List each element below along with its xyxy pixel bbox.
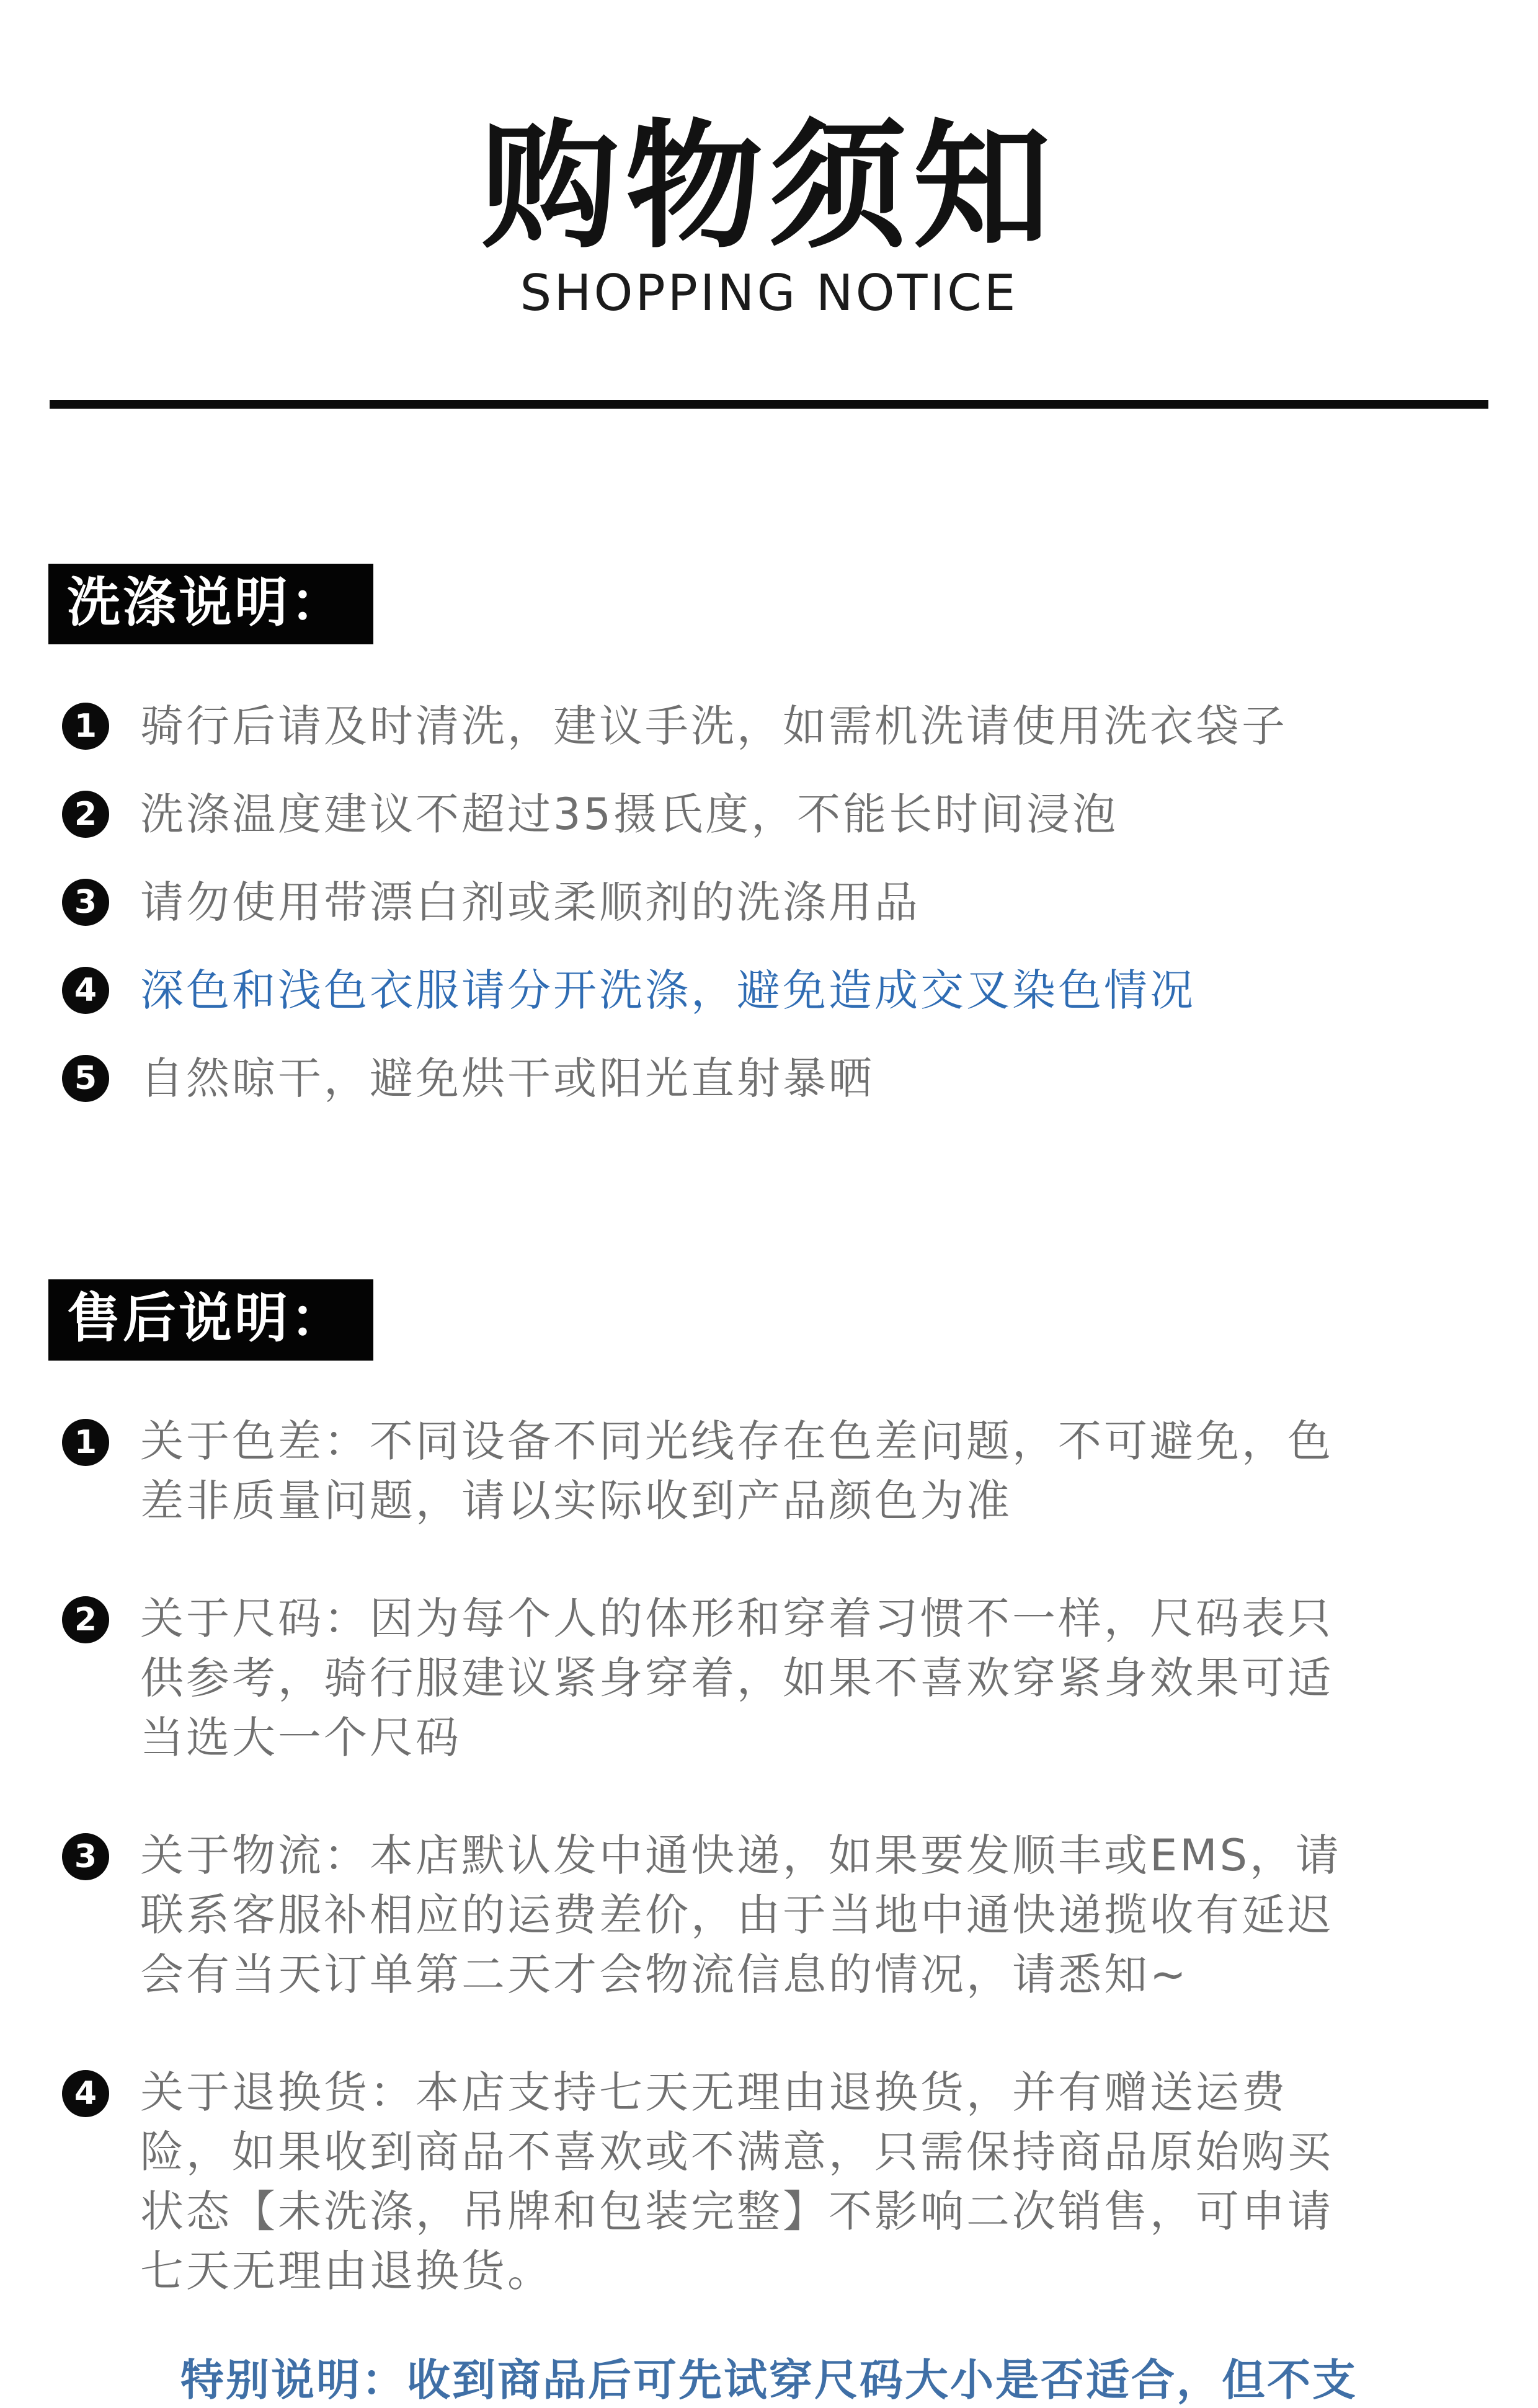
number-badge-3: 3 <box>62 879 109 926</box>
aftersales-item-4 <box>62 2064 1538 2301</box>
number-badge-4: 4 <box>62 2070 109 2117</box>
page-title: 购物须知 <box>481 107 1057 267</box>
number-badge-4: 4 <box>62 967 109 1014</box>
number-badge-5: 5 <box>62 1055 109 1102</box>
special-note: 特别说明：收到商品后可先试穿尺码大小是否适合，但不支 <box>180 2355 1358 2406</box>
number-badge-2: 2 <box>62 1596 109 1643</box>
washing-item-3 <box>62 874 1538 931</box>
divider-line <box>50 400 1488 409</box>
aftersales-section-header: 售后说明： <box>48 1279 373 1361</box>
washing-item-5 <box>62 1050 1538 1107</box>
washing-item-2 <box>62 786 1538 843</box>
washing-item-text: 请勿使用带漂白剂或柔顺剂的洗涤用品 <box>140 877 920 928</box>
washing-item-text: 洗涤温度建议不超过35摄氏度，不能长时间浸泡 <box>140 789 1119 840</box>
number-badge-2: 2 <box>62 791 109 838</box>
aftersales-item-1 <box>62 1413 1538 1531</box>
number-badge-1: 1 <box>62 1419 109 1466</box>
washing-item-text-highlight: 深色和浅色衣服请分开洗涤，避免造成交叉染色情况 <box>140 965 1196 1016</box>
washing-item-text: 骑行后请及时清洗，建议手洗，如需机洗请使用洗衣袋子 <box>140 701 1287 752</box>
washing-item-text: 自然晾干，避免烘干或阳光直射暴晒 <box>140 1053 874 1104</box>
page-subtitle: SHOPPING NOTICE <box>520 264 1018 322</box>
aftersales-item-text: 关于尺码：因为每个人的体形和穿着习惯不一样，尺码表只供参考，骑行服建议紧身穿着，如果不喜欢穿紧身效果可适当选大一个尺码 <box>140 1593 1333 1763</box>
washing-section-header: 洗涤说明： <box>48 564 373 645</box>
page-header <box>0 0 1538 321</box>
aftersales-section <box>0 1138 1538 2301</box>
washing-section <box>0 409 1538 1108</box>
washing-list <box>0 698 1538 1107</box>
washing-item-1 <box>62 698 1538 755</box>
washing-item-4 <box>62 962 1538 1019</box>
aftersales-item-3 <box>62 1827 1538 2004</box>
aftersales-item-text: 关于物流：本店默认发中通快递，如果要发顺丰或EMS，请联系客服补相应的运费差价，由于当地中通快递揽收有延迟会有当天订单第二天才会物流信息的情况，请悉知~ <box>140 1829 1342 2000</box>
aftersales-item-text: 关于色差：不同设备不同光线存在色差问题，不可避免，色差非质量问题，请以实际收到产品颜色为准 <box>140 1415 1333 1526</box>
number-badge-1: 1 <box>62 703 109 750</box>
number-badge-3: 3 <box>62 1833 109 1880</box>
aftersales-list <box>0 1413 1538 2301</box>
aftersales-item-text: 关于退换货：本店支持七天无理由退换货，并有赠送运费险，如果收到商品不喜欢或不满意，只需保持商品原始购买状态【未洗涤，吊牌和包装完整】不影响二次销售，可申请七天无理由退换货。 <box>140 2066 1333 2296</box>
aftersales-item-2 <box>62 1590 1538 1767</box>
